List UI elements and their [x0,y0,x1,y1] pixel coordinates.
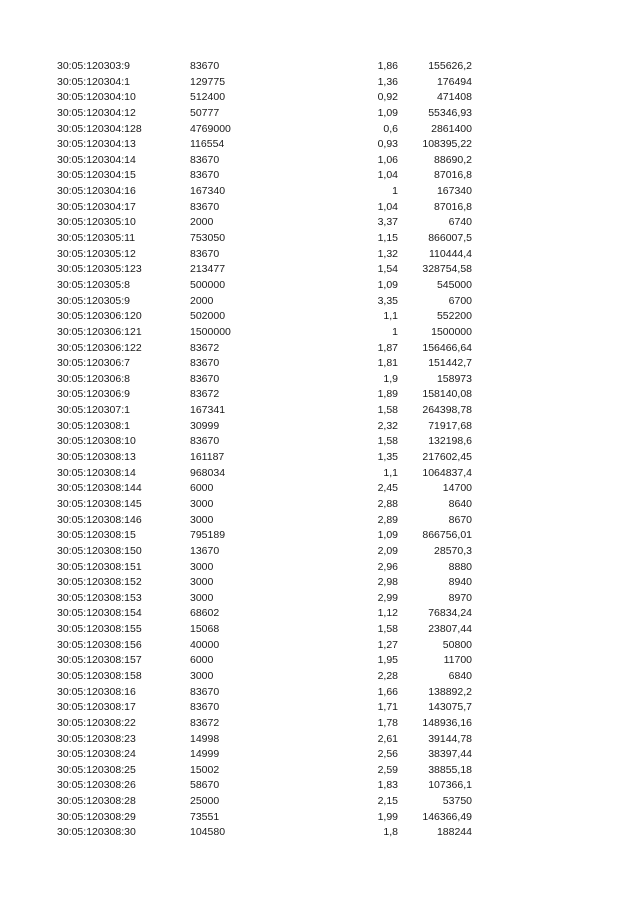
table-row [0,419,640,435]
coefficient-cell: 2,32 [377,419,398,432]
coefficient-cell: 2,56 [377,748,398,761]
coefficient-cell: 0,93 [377,138,398,151]
value-cell: 167340 [190,185,226,198]
cadastral-number-cell: 30:05:120308:15 [57,529,136,542]
value-cell: 3000 [190,560,214,573]
table-row [0,450,640,466]
value-cell: 213477 [190,263,226,276]
total-cell: 6740 [448,216,472,229]
value-cell: 3000 [190,669,214,682]
cadastral-number-cell: 30:05:120304:128 [57,122,142,135]
total-cell: 53750 [442,795,472,808]
cadastral-number-cell: 30:05:120308:157 [57,654,142,667]
total-cell: 151442,7 [428,357,472,370]
cadastral-number-cell: 30:05:120308:23 [57,732,136,745]
cadastral-number-cell: 30:05:120305:123 [57,263,142,276]
coefficient-cell: 1,12 [377,607,398,620]
table-row [0,215,640,231]
cadastral-number-cell: 30:05:120305:8 [57,278,130,291]
table-row [0,669,640,685]
total-cell: 6700 [448,294,472,307]
total-cell: 11700 [443,654,472,667]
value-cell: 753050 [190,232,226,245]
coefficient-cell: 1,09 [377,106,398,119]
coefficient-cell: 1,86 [377,60,398,72]
cadastral-number-cell: 30:05:120305:12 [57,247,136,260]
table-row [0,372,640,388]
table-row [0,184,640,200]
coefficient-cell: 1,06 [377,153,398,166]
coefficient-cell: 1,83 [377,779,398,792]
value-cell: 6000 [190,482,214,495]
total-cell: 39144,78 [428,732,472,745]
cadastral-number-cell: 30:05:120304:1 [57,75,130,88]
table-row [0,810,640,826]
value-cell: 3000 [190,497,214,510]
total-cell: 8670 [448,513,472,526]
table-row [0,153,640,169]
coefficient-cell: 1,04 [377,169,398,182]
total-cell: 328754,58 [422,263,472,276]
table-row [0,278,640,294]
coefficient-cell: 1,1 [383,310,398,323]
cadastral-number-cell: 30:05:120304:14 [57,153,136,166]
total-cell: 545000 [436,278,472,291]
coefficient-cell: 1,99 [377,810,398,823]
cadastral-number-cell: 30:05:120308:144 [57,482,142,495]
total-cell: 8640 [448,497,472,510]
value-cell: 30999 [190,419,220,432]
total-cell: 155626,2 [428,60,472,72]
total-cell: 471408 [436,91,472,104]
coefficient-cell: 2,88 [377,497,398,510]
value-cell: 116554 [190,138,225,151]
cadastral-number-cell: 30:05:120306:7 [57,357,130,370]
total-cell: 217602,45 [422,451,472,464]
coefficient-cell: 0,6 [383,122,398,135]
coefficient-cell: 1,35 [377,451,398,464]
table-row [0,168,640,184]
value-cell: 3000 [190,513,214,526]
cadastral-number-cell: 30:05:120305:10 [57,216,136,229]
table-row [0,560,640,576]
cadastral-number-cell: 30:05:120306:120 [57,310,142,323]
coefficient-cell: 2,45 [377,482,398,495]
total-cell: 108395,22 [422,138,472,151]
cadastral-number-cell: 30:05:120304:17 [57,200,136,213]
cadastral-number-cell: 30:05:120308:153 [57,591,142,604]
value-cell: 83672 [190,716,220,729]
cadastral-number-cell: 30:05:120308:154 [57,607,142,620]
cadastral-number-cell: 30:05:120306:9 [57,388,130,401]
total-cell: 552200 [436,310,472,323]
total-cell: 8940 [448,576,472,589]
coefficient-cell: 2,98 [377,576,398,589]
table-row [0,325,640,341]
table-row [0,309,640,325]
value-cell: 83670 [190,435,220,448]
table-row [0,75,640,91]
value-cell: 83670 [190,357,220,370]
table-row [0,59,640,75]
value-cell: 25000 [190,795,220,808]
table-row [0,481,640,497]
cadastral-number-cell: 30:05:120308:146 [57,513,142,526]
cadastral-number-cell: 30:05:120308:13 [57,451,136,464]
table-row [0,122,640,138]
cadastral-number-cell: 30:05:120308:26 [57,779,136,792]
coefficient-cell: 1,58 [377,435,398,448]
cadastral-number-cell: 30:05:120308:155 [57,623,142,636]
coefficient-cell: 1,87 [377,341,398,354]
cadastral-number-cell: 30:05:120308:10 [57,435,136,448]
table-row [0,497,640,513]
cadastral-number-cell: 30:05:120308:158 [57,669,142,682]
value-cell: 2000 [190,216,214,229]
value-cell: 512400 [190,91,226,104]
coefficient-cell: 3,37 [377,216,398,229]
coefficient-cell: 2,99 [377,591,398,604]
coefficient-cell: 1,9 [383,372,398,385]
total-cell: 866756,01 [422,529,472,542]
cadastral-number-cell: 30:05:120305:9 [57,294,130,307]
coefficient-cell: 1 [392,325,398,338]
table-row [0,200,640,216]
table-row [0,747,640,763]
value-cell: 83672 [190,388,220,401]
total-cell: 55346,93 [428,106,472,119]
table-row [0,106,640,122]
cadastral-number-cell: 30:05:120303:9 [57,60,130,72]
coefficient-cell: 1,09 [377,529,398,542]
coefficient-cell: 1,54 [377,263,398,276]
value-cell: 104580 [190,826,226,839]
table-row [0,294,640,310]
coefficient-cell: 1,04 [377,200,398,213]
coefficient-cell: 1,15 [377,232,398,245]
total-cell: 264398,78 [422,404,472,417]
cadastral-number-cell: 30:05:120308:29 [57,810,136,823]
cadastral-number-cell: 30:05:120308:151 [57,560,142,573]
total-cell: 6840 [448,669,472,682]
cadastral-number-cell: 30:05:120305:11 [57,232,136,245]
coefficient-cell: 1,81 [377,357,398,370]
total-cell: 176494 [436,75,472,88]
cadastral-number-cell: 30:05:120308:152 [57,576,142,589]
value-cell: 83670 [190,200,220,213]
total-cell: 23807,44 [428,623,472,636]
cadastral-number-cell: 30:05:120308:30 [57,826,136,839]
value-cell: 129775 [190,75,226,88]
cadastral-number-cell: 30:05:120308:25 [57,763,136,776]
total-cell: 38397,44 [428,748,472,761]
table-row [0,653,640,669]
coefficient-cell: 1 [392,185,398,198]
coefficient-cell: 1,78 [377,716,398,729]
table-row [0,591,640,607]
table-row [0,247,640,263]
table-row [0,231,640,247]
total-cell: 107366,1 [428,779,472,792]
coefficient-cell: 1,32 [377,247,398,260]
table-row [0,700,640,716]
coefficient-cell: 3,35 [377,294,398,307]
table-row [0,544,640,560]
table-row [0,575,640,591]
table-row [0,778,640,794]
coefficient-cell: 1,66 [377,685,398,698]
total-cell: 148936,16 [422,716,472,729]
total-cell: 1500000 [431,325,472,338]
cadastral-number-cell: 30:05:120304:16 [57,185,136,198]
cadastral-number-cell: 30:05:120308:24 [57,748,136,761]
total-cell: 110444,4 [428,247,472,260]
table-row [0,466,640,482]
total-cell: 14700 [442,482,472,495]
table-row [0,606,640,622]
total-cell: 188244 [436,826,472,839]
table-row [0,825,640,841]
coefficient-cell: 2,61 [377,732,398,745]
value-cell: 83670 [190,60,220,72]
value-cell: 3000 [190,591,214,604]
table-row [0,716,640,732]
cadastral-number-cell: 30:05:120308:16 [57,685,136,698]
total-cell: 8970 [448,591,472,604]
total-cell: 146366,49 [422,810,472,823]
total-cell: 158140,08 [422,388,472,401]
cadastral-number-cell: 30:05:120308:14 [57,466,136,479]
cadastral-number-cell: 30:05:120307:1 [57,404,130,417]
cadastral-number-cell: 30:05:120304:10 [57,91,136,104]
value-cell: 83670 [190,701,220,714]
value-cell: 795189 [190,529,226,542]
table-row [0,262,640,278]
total-cell: 143075,7 [428,701,472,714]
table-row [0,528,640,544]
total-cell: 156466,64 [422,341,472,354]
coefficient-cell: 1,36 [377,75,398,88]
value-cell: 83670 [190,372,220,385]
table-row [0,90,640,106]
total-cell: 88690,2 [434,153,472,166]
coefficient-cell: 1,8 [383,826,398,839]
coefficient-cell: 1,71 [377,701,398,714]
cadastral-number-cell: 30:05:120308:1 [57,419,130,432]
total-cell: 167340 [436,185,472,198]
value-cell: 1500000 [190,325,231,338]
coefficient-cell: 0,92 [377,91,398,104]
cadastral-number-cell: 30:05:120308:28 [57,795,136,808]
coefficient-cell: 2,15 [377,795,398,808]
value-cell: 3000 [190,576,214,589]
table-row [0,434,640,450]
total-cell: 38855,18 [428,763,472,776]
table-row [0,137,640,153]
total-cell: 158973 [436,372,472,385]
coefficient-cell: 2,96 [377,560,398,573]
value-cell: 15002 [190,763,220,776]
table-row [0,638,640,654]
value-cell: 15068 [190,623,220,636]
value-cell: 4769000 [190,122,231,135]
value-cell: 14998 [190,732,220,745]
coefficient-cell: 1,27 [377,638,398,651]
value-cell: 50777 [190,106,220,119]
total-cell: 76834,24 [428,607,472,620]
table-row [0,763,640,779]
coefficient-cell: 1,95 [377,654,398,667]
total-cell: 28570,3 [434,544,472,557]
value-cell: 58670 [190,779,220,792]
coefficient-cell: 2,28 [377,669,398,682]
cadastral-number-cell: 30:05:120308:22 [57,716,136,729]
total-cell: 866007,5 [428,232,472,245]
table-row [0,622,640,638]
total-cell: 1064837,4 [422,466,472,479]
value-cell: 83670 [190,169,220,182]
table-row [0,685,640,701]
coefficient-cell: 1,58 [377,623,398,636]
value-cell: 68602 [190,607,220,620]
value-cell: 40000 [190,638,220,651]
value-cell: 6000 [190,654,214,667]
total-cell: 2861400 [431,122,472,135]
table-row [0,513,640,529]
coefficient-cell: 1,58 [377,404,398,417]
value-cell: 14999 [190,748,220,761]
table-row [0,341,640,357]
value-cell: 502000 [190,310,226,323]
coefficient-cell: 1,89 [377,388,398,401]
table-row [0,794,640,810]
table-row [0,403,640,419]
coefficient-cell: 1,1 [383,466,398,479]
total-cell: 87016,8 [434,200,472,213]
cadastral-number-cell: 30:05:120308:145 [57,497,142,510]
total-cell: 138892,2 [428,685,472,698]
value-cell: 167341 [190,404,226,417]
total-cell: 71917,68 [428,419,472,432]
cadastral-number-cell: 30:05:120304:13 [57,138,136,151]
total-cell: 50800 [442,638,472,651]
table-row [0,356,640,372]
cadastral-number-cell: 30:05:120304:15 [57,169,136,182]
cadastral-number-cell: 30:05:120308:17 [57,701,136,714]
cadastral-number-cell: 30:05:120306:122 [57,341,142,354]
value-cell: 161187 [190,451,225,464]
value-cell: 83670 [190,247,220,260]
cadastral-number-cell: 30:05:120304:12 [57,106,136,119]
value-cell: 968034 [190,466,226,479]
coefficient-cell: 2,09 [377,544,398,557]
value-cell: 83670 [190,685,220,698]
total-cell: 87016,8 [434,169,472,182]
table-row [0,732,640,748]
value-cell: 500000 [190,278,226,291]
value-cell: 73551 [190,810,220,823]
total-cell: 132198,6 [428,435,472,448]
coefficient-cell: 2,89 [377,513,398,526]
value-cell: 83670 [190,153,220,166]
cadastral-number-cell: 30:05:120308:156 [57,638,142,651]
coefficient-cell: 1,09 [377,278,398,291]
value-cell: 2000 [190,294,214,307]
table-row [0,387,640,403]
cadastral-number-cell: 30:05:120308:150 [57,544,142,557]
spreadsheet-table [0,59,640,841]
total-cell: 8880 [448,560,472,573]
cadastral-number-cell: 30:05:120306:121 [57,325,142,338]
coefficient-cell: 2,59 [377,763,398,776]
cadastral-number-cell: 30:05:120306:8 [57,372,130,385]
value-cell: 13670 [190,544,220,557]
value-cell: 83672 [190,341,220,354]
